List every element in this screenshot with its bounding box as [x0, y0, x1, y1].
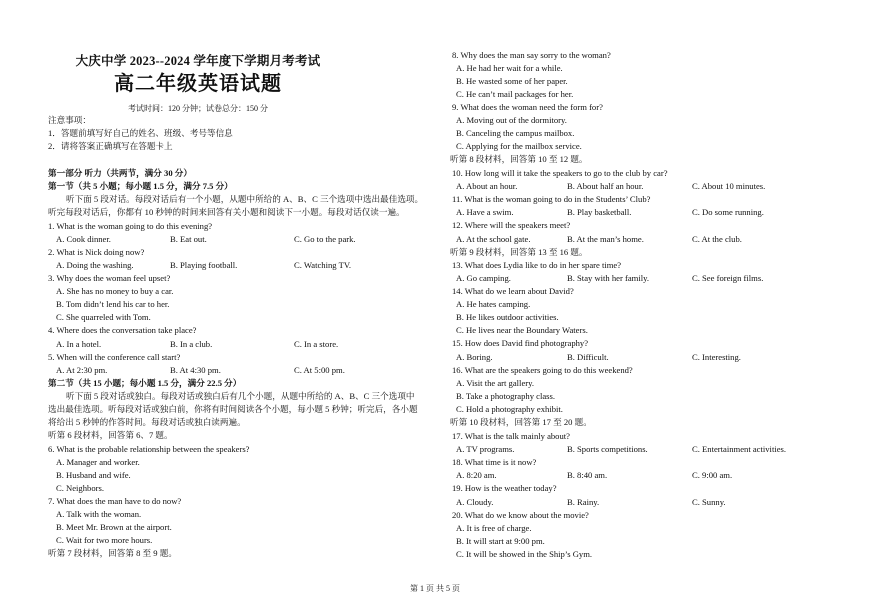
option-b: B. Husband and wife. — [56, 470, 131, 480]
option-a: A. TV programs. — [456, 444, 515, 454]
option-b: B. Stay with her family. — [567, 273, 650, 283]
option-b: B. 8:40 am. — [567, 470, 608, 480]
note-item: 2．请将答案正确填写在答题卡上 — [48, 141, 173, 151]
option-b: B. Rainy. — [567, 497, 600, 507]
section2-instruction: 选出最佳选项。听每段对话或独白前，你将有时间阅读各个小题，每小题 5 秒钟；听完后，各小题 — [48, 404, 418, 414]
option-c: C. At the club. — [692, 234, 742, 244]
option-c: C. Go to the park. — [294, 234, 356, 244]
option-a: A. At the school gate. — [456, 234, 531, 244]
option-a: A. Talk with the woman. — [56, 509, 142, 519]
option-a: A. Boring. — [456, 352, 493, 362]
section1-instruction: 听完每段对话后，你都有 10 秒钟的时间来回答有关小题和阅读下一小题。每段对话仅读一遍。 — [48, 207, 405, 217]
question-stem: 12. Where will the speakers meet? — [452, 220, 571, 230]
question-stem: 10. How long will it take the speakers to go to the club by car? — [452, 168, 668, 178]
option-c: C. Hold a photography exhibit. — [456, 404, 563, 414]
option-c: C. Neighbors. — [56, 483, 104, 493]
section1-title: 第一节（共 5 小题；每小题 1.5 分，满分 7.5 分） — [48, 181, 233, 191]
option-b: B. Canceling the campus mailbox. — [456, 128, 575, 138]
option-b: B. Sports competitions. — [567, 444, 648, 454]
option-c: C. Wait for two more hours. — [56, 535, 153, 545]
question-stem: 4. Where does the conversation take place? — [48, 325, 197, 335]
question-stem: 3. Why does the woman feel upset? — [48, 273, 171, 283]
option-a: A. Manager and worker. — [56, 457, 140, 467]
option-a: A. About an hour. — [456, 181, 518, 191]
option-b: B. At the man’s home. — [567, 234, 644, 244]
option-c: C. Interesting. — [692, 352, 741, 362]
notes-heading: 注意事项： — [48, 115, 91, 125]
material-note: 听第 8 段材料，回答第 10 至 12 题。 — [450, 154, 588, 164]
school-exam-line: 大庆中学 2023--2024 学年度下学期月考考试 — [75, 54, 321, 68]
exam-title: 高二年级英语试题 — [114, 73, 282, 95]
material-note: 听第 7 段材料，回答第 8 至 9 题。 — [48, 548, 177, 558]
option-c: C. Applying for the mailbox service. — [456, 141, 582, 151]
option-b: B. He wasted some of her paper. — [456, 76, 568, 86]
question-stem: 7. What does the man have to do now? — [48, 496, 182, 506]
option-c: C. It will be showed in the Ship’s Gym. — [456, 549, 593, 559]
section2-title: 第二节（共 15 小题；每小题 1.5 分，满分 22.5 分） — [48, 378, 242, 388]
material-note: 听第 6 段材料，回答第 6、7 题。 — [48, 430, 173, 440]
option-a: A. In a hotel. — [56, 339, 102, 349]
exam-info: 考试时间：120 分钟；试卷总分：150 分 — [128, 104, 268, 113]
option-c: C. In a store. — [294, 339, 339, 349]
note-item: 1．答题前填写好自己的姓名、班级、考号等信息 — [48, 128, 233, 138]
option-a: A. Have a swim. — [456, 207, 514, 217]
option-b: B. Play basketball. — [567, 207, 632, 217]
question-stem: 6. What is the probable relationship between the speakers? — [48, 444, 250, 454]
option-a: A. Cook dinner. — [56, 234, 111, 244]
option-a: A. She has no money to buy a car. — [56, 286, 174, 296]
question-stem: 16. What are the speakers going to do this weekend? — [452, 365, 633, 375]
option-b: B. Tom didn’t lend his car to her. — [56, 299, 170, 309]
option-a: A. Visit the art gallery. — [456, 378, 535, 388]
option-b: B. Playing football. — [170, 260, 238, 270]
option-c: C. Sunny. — [692, 497, 726, 507]
option-a: A. He hates camping. — [456, 299, 531, 309]
option-a: A. Moving out of the dormitory. — [456, 115, 567, 125]
option-c: C. Do some running. — [692, 207, 764, 217]
page-footer: 第 1 页 共 5 页 — [410, 584, 460, 593]
option-c: C. He lives near the Boundary Waters. — [456, 325, 588, 335]
option-b: B. About half an hour. — [567, 181, 644, 191]
option-b: B. It will start at 9:00 pm. — [456, 536, 545, 546]
question-stem: 9. What does the woman need the form for? — [452, 102, 603, 112]
option-c: C. Watching TV. — [294, 260, 352, 270]
section1-instruction: 听下面 5 段对话。每段对话后有一个小题，从题中所给的 A、B、C 三个选项中选出最佳选项。 — [66, 194, 424, 204]
option-c: C. She quarreled with Tom. — [56, 312, 151, 322]
question-stem: 5. When will the conference call start? — [48, 352, 181, 362]
question-stem: 8. Why does the man say sorry to the woman? — [452, 50, 611, 60]
material-note: 听第 10 段材料，回答第 17 至 20 题。 — [450, 417, 592, 427]
question-stem: 13. What does Lydia like to do in her spare time? — [452, 260, 622, 270]
option-b: B. Meet Mr. Brown at the airport. — [56, 522, 172, 532]
option-b: B. Eat out. — [170, 234, 207, 244]
question-stem: 11. What is the woman going to do in the Students’ Club? — [452, 194, 651, 204]
option-b: B. In a club. — [170, 339, 213, 349]
option-a: A. He had her wait for a while. — [456, 63, 563, 73]
question-stem: 15. How does David find photography? — [452, 338, 589, 348]
option-b: B. Take a photography class. — [456, 391, 555, 401]
option-a: A. Doing the washing. — [56, 260, 134, 270]
option-c: C. He can’t mail packages for her. — [456, 89, 574, 99]
option-a: A. It is free of charge. — [456, 523, 532, 533]
material-note: 听第 9 段材料，回答第 13 至 16 题。 — [450, 247, 588, 257]
part1-title: 第一部分 听力（共两节，满分 30 分） — [48, 168, 192, 178]
section2-instruction: 将给出 5 秒钟的作答时间。每段对话或独白读两遍。 — [48, 417, 246, 427]
option-c: C. About 10 minutes. — [692, 181, 766, 191]
question-stem: 1. What is the woman going to do this evening? — [48, 221, 213, 231]
option-c: C. 9:00 am. — [692, 470, 733, 480]
option-c: C. At 5:00 pm. — [294, 365, 345, 375]
option-b: B. At 4:30 pm. — [170, 365, 221, 375]
option-a: A. At 2:30 pm. — [56, 365, 108, 375]
question-stem: 14. What do we learn about David? — [452, 286, 574, 296]
question-stem: 19. How is the weather today? — [452, 483, 557, 493]
option-a: A. Go camping. — [456, 273, 511, 283]
question-stem: 2. What is Nick doing now? — [48, 247, 145, 257]
question-stem: 17. What is the talk mainly about? — [452, 431, 570, 441]
section2-instruction: 听下面 5 段对话或独白。每段对话或独白后有几个小题，从题中所给的 A、B、C 三个选项中 — [66, 391, 415, 401]
question-stem: 18. What time is it now? — [452, 457, 537, 467]
option-a: A. Cloudy. — [456, 497, 494, 507]
option-c: C. See foreign films. — [692, 273, 764, 283]
option-c: C. Entertainment activities. — [692, 444, 787, 454]
option-a: A. 8:20 am. — [456, 470, 497, 480]
option-b: B. Difficult. — [567, 352, 609, 362]
option-b: B. He likes outdoor activities. — [456, 312, 559, 322]
question-stem: 20. What do we know about the movie? — [452, 510, 589, 520]
